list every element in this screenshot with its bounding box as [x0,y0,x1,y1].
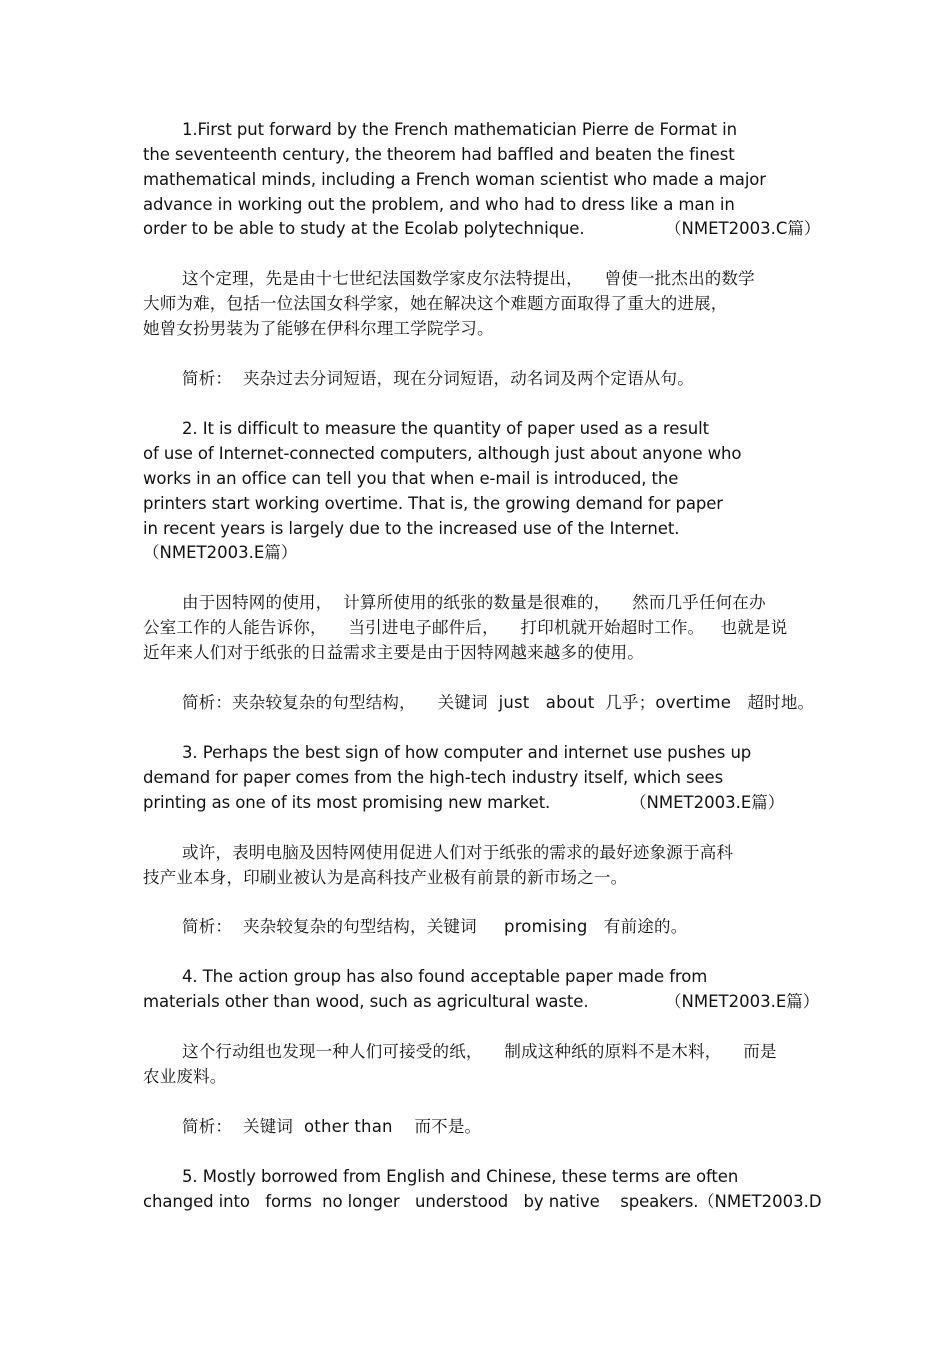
item-3-en-line-2: demand for paper comes from the high-tech industry itself, which sees [143,768,724,787]
item-3-en-line-1: 3. Perhaps the best sign of how computer and internet use pushes up [182,743,752,762]
item-4-en-line-1: 4. The action group has also found acceptable paper made from [182,967,708,986]
item-2-en-line-1: 2. It is difficult to measure the quantity of paper used as a result [182,419,709,438]
item-2-en-line-5: in recent years is largely due to the increased use of the Internet. [143,519,680,538]
item-3-note: 简析： 夹杂较复杂的句型结构，关键词 promising 有前途的。 [182,917,688,936]
item-2-en-line-2: of use of Internet-connected computers, although just about anyone who [143,444,742,463]
item-1-cn-line-1: 这个定理，先是由十七世纪法国数学家皮尔法特提出， 曾使一批杰出的数学 [182,269,755,288]
item-1-en-line-3: mathematical minds, including a French woman scientist who made a major [143,170,766,189]
item-1-note: 简析： 夹杂过去分词短语，现在分词短语，动名词及两个定语从句。 [182,369,694,388]
item-4-source: （NMET2003.E篇） [665,992,820,1011]
item-2-source: （NMET2003.E篇） [143,543,298,562]
item-1-en-line-4: advance in working out the problem, and who had to dress like a man in [143,195,735,214]
item-2-note: 简析：夹杂较复杂的句型结构， 关键词 just about 几乎；overtime 超时地。 [182,693,815,712]
item-4-note: 简析： 关键词 other than 而不是。 [182,1117,482,1136]
item-1-en-line-2: the seventeenth century, the theorem had baffled and beaten the finest [143,145,735,164]
item-3-source: （NMET2003.E篇） [630,793,785,812]
item-4-cn-line-1: 这个行动组也发现一种人们可接受的纸， 制成这种纸的原料不是木料， 而是 [182,1042,777,1061]
item-1-en-line-5: order to be able to study at the Ecolab polytechnique. [143,219,585,238]
item-1-en-line-1: 1.First put forward by the French mathematician Pierre de Format in [182,120,737,139]
item-3-en-line-3: printing as one of its most promising new market. [143,793,551,812]
item-3-cn-line-2: 技产业本身，印刷业被认为是高科技产业极有前景的新市场之一。 [143,868,628,887]
item-3-cn-line-1: 或许，表明电脑及因特网使用促进人们对于纸张的需求的最好迹象源于高科 [182,843,734,862]
item-4-cn-line-2: 农业废料。 [143,1067,227,1086]
item-2-en-line-3: works in an office can tell you that when e-mail is introduced, the [143,469,679,488]
item-1-source: （NMET2003.C篇） [665,219,821,238]
item-5-en-line-1: 5. Mostly borrowed from English and Chinese, these terms are often [182,1167,739,1186]
item-2-cn-line-2: 公室工作的人能告诉你， 当引进电子邮件后， 打印机就开始超时工作。 也就是说 [143,618,788,637]
item-2-cn-line-1: 由于因特网的使用， 计算所使用的纸张的数量是很难的， 然而几乎任何在办 [182,593,766,612]
item-2-cn-line-3: 近年来人们对于纸张的日益需求主要是由于因特网越来越多的使用。 [143,643,644,662]
item-1-cn-line-2: 大师为难，包括一位法国女科学家，她在解决这个难题方面取得了重大的进展， [143,294,728,313]
item-1-cn-line-3: 她曾女扮男装为了能够在伊科尔理工学院学习。 [143,319,494,338]
item-5-en-line-2: changed into forms no longer understood by native speakers. [143,1192,699,1211]
item-4-en-line-2: materials other than wood, such as agricultural waste. [143,992,589,1011]
item-2-en-line-4: printers start working overtime. That is, the growing demand for paper [143,494,723,513]
item-5-source: （NMET2003.D [698,1192,822,1211]
